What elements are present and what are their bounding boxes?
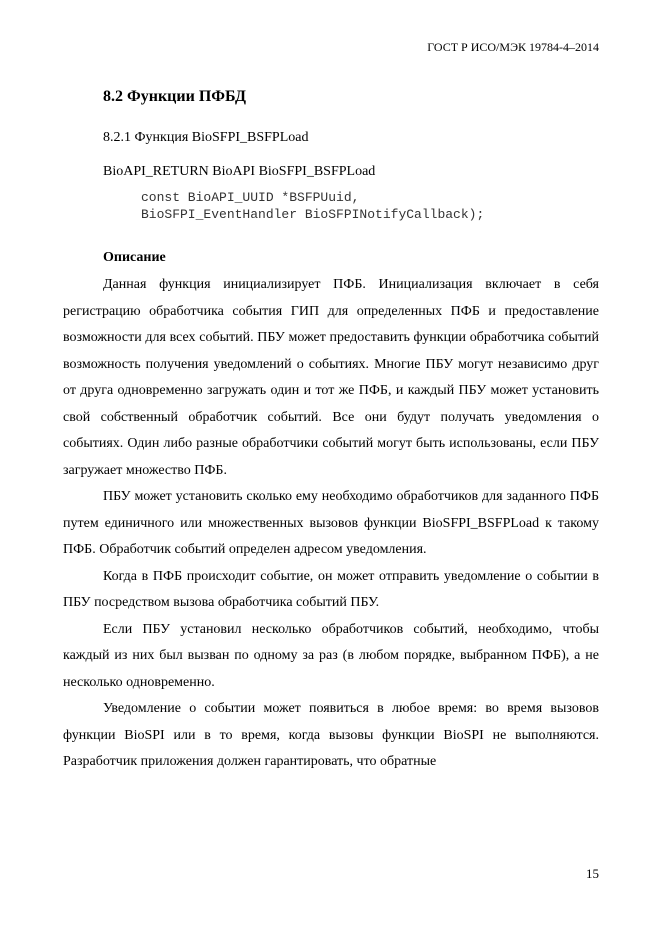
function-signature: BioAPI_RETURN BioAPI BioSFPI_BSFPLoad [103, 164, 376, 179]
paragraph-3: Когда в ПФБ происходит событие, он может отправить уведомление о событии в ПБУ посредством вызова обработчика событий ПБУ. [63, 568, 599, 610]
subsection-title: 8.2.1 Функция BioSFPI_BSFPLoad [103, 130, 309, 145]
paragraph-5: Уведомление о событии может появиться в любое время: во время вызовов функции BioSPI или в то время, когда вызовы функции BioSPI не выполняются. Разработчик приложения должен гарантировать, что обратные [63, 701, 599, 769]
code-block [141, 189, 484, 223]
section-title: 8.2 Функции ПФБД [103, 88, 246, 105]
paragraph-4: Если ПБУ установил несколько обработчиков событий, необходимо, чтобы каждый из них был вызван по одному за раз (в любом порядке, выбранном ПФБ), а не несколько одновременно. [63, 621, 599, 690]
description-body [63, 272, 599, 776]
paragraph-2: ПБУ может установить сколько ему необходимо обработчиков для заданного ПФБ путем единичного или множественных вызовов функции BioSFPI_BSFPLoad к такому ПФБ. Обработчик событий определен адресом уведомления. [63, 489, 599, 557]
code-line-2: BioSFPI_EventHandler BioSFPINotifyCallback); [141, 207, 485, 222]
document-header: ГОСТ Р ИСО/МЭК 19784-4–2014 [427, 40, 599, 54]
page-number: 15 [586, 866, 599, 881]
description-heading: Описание [103, 250, 166, 265]
paragraph-1: Данная функция инициализирует ПФБ. Инициализация включает в себя регистрацию обработчика события ГИП для определенных ПФБ и предоставление возможности для всех событий. ПБУ может предоставить функции обработчика событий возможность получения уведомлений о событиях. Многие ПБУ могут независимо друг от друга одновременно загружать один и тот же ПФБ, и каждый ПБУ может установить свой собственный обработчик событий. Все они будут получать уведомления о событиях. Один либо разные обработчики событий могут быть использованы, если ПБУ загружает множество ПФБ. [63, 277, 599, 478]
code-line-1: const BioAPI_UUID *BSFPUuid, [141, 190, 360, 205]
